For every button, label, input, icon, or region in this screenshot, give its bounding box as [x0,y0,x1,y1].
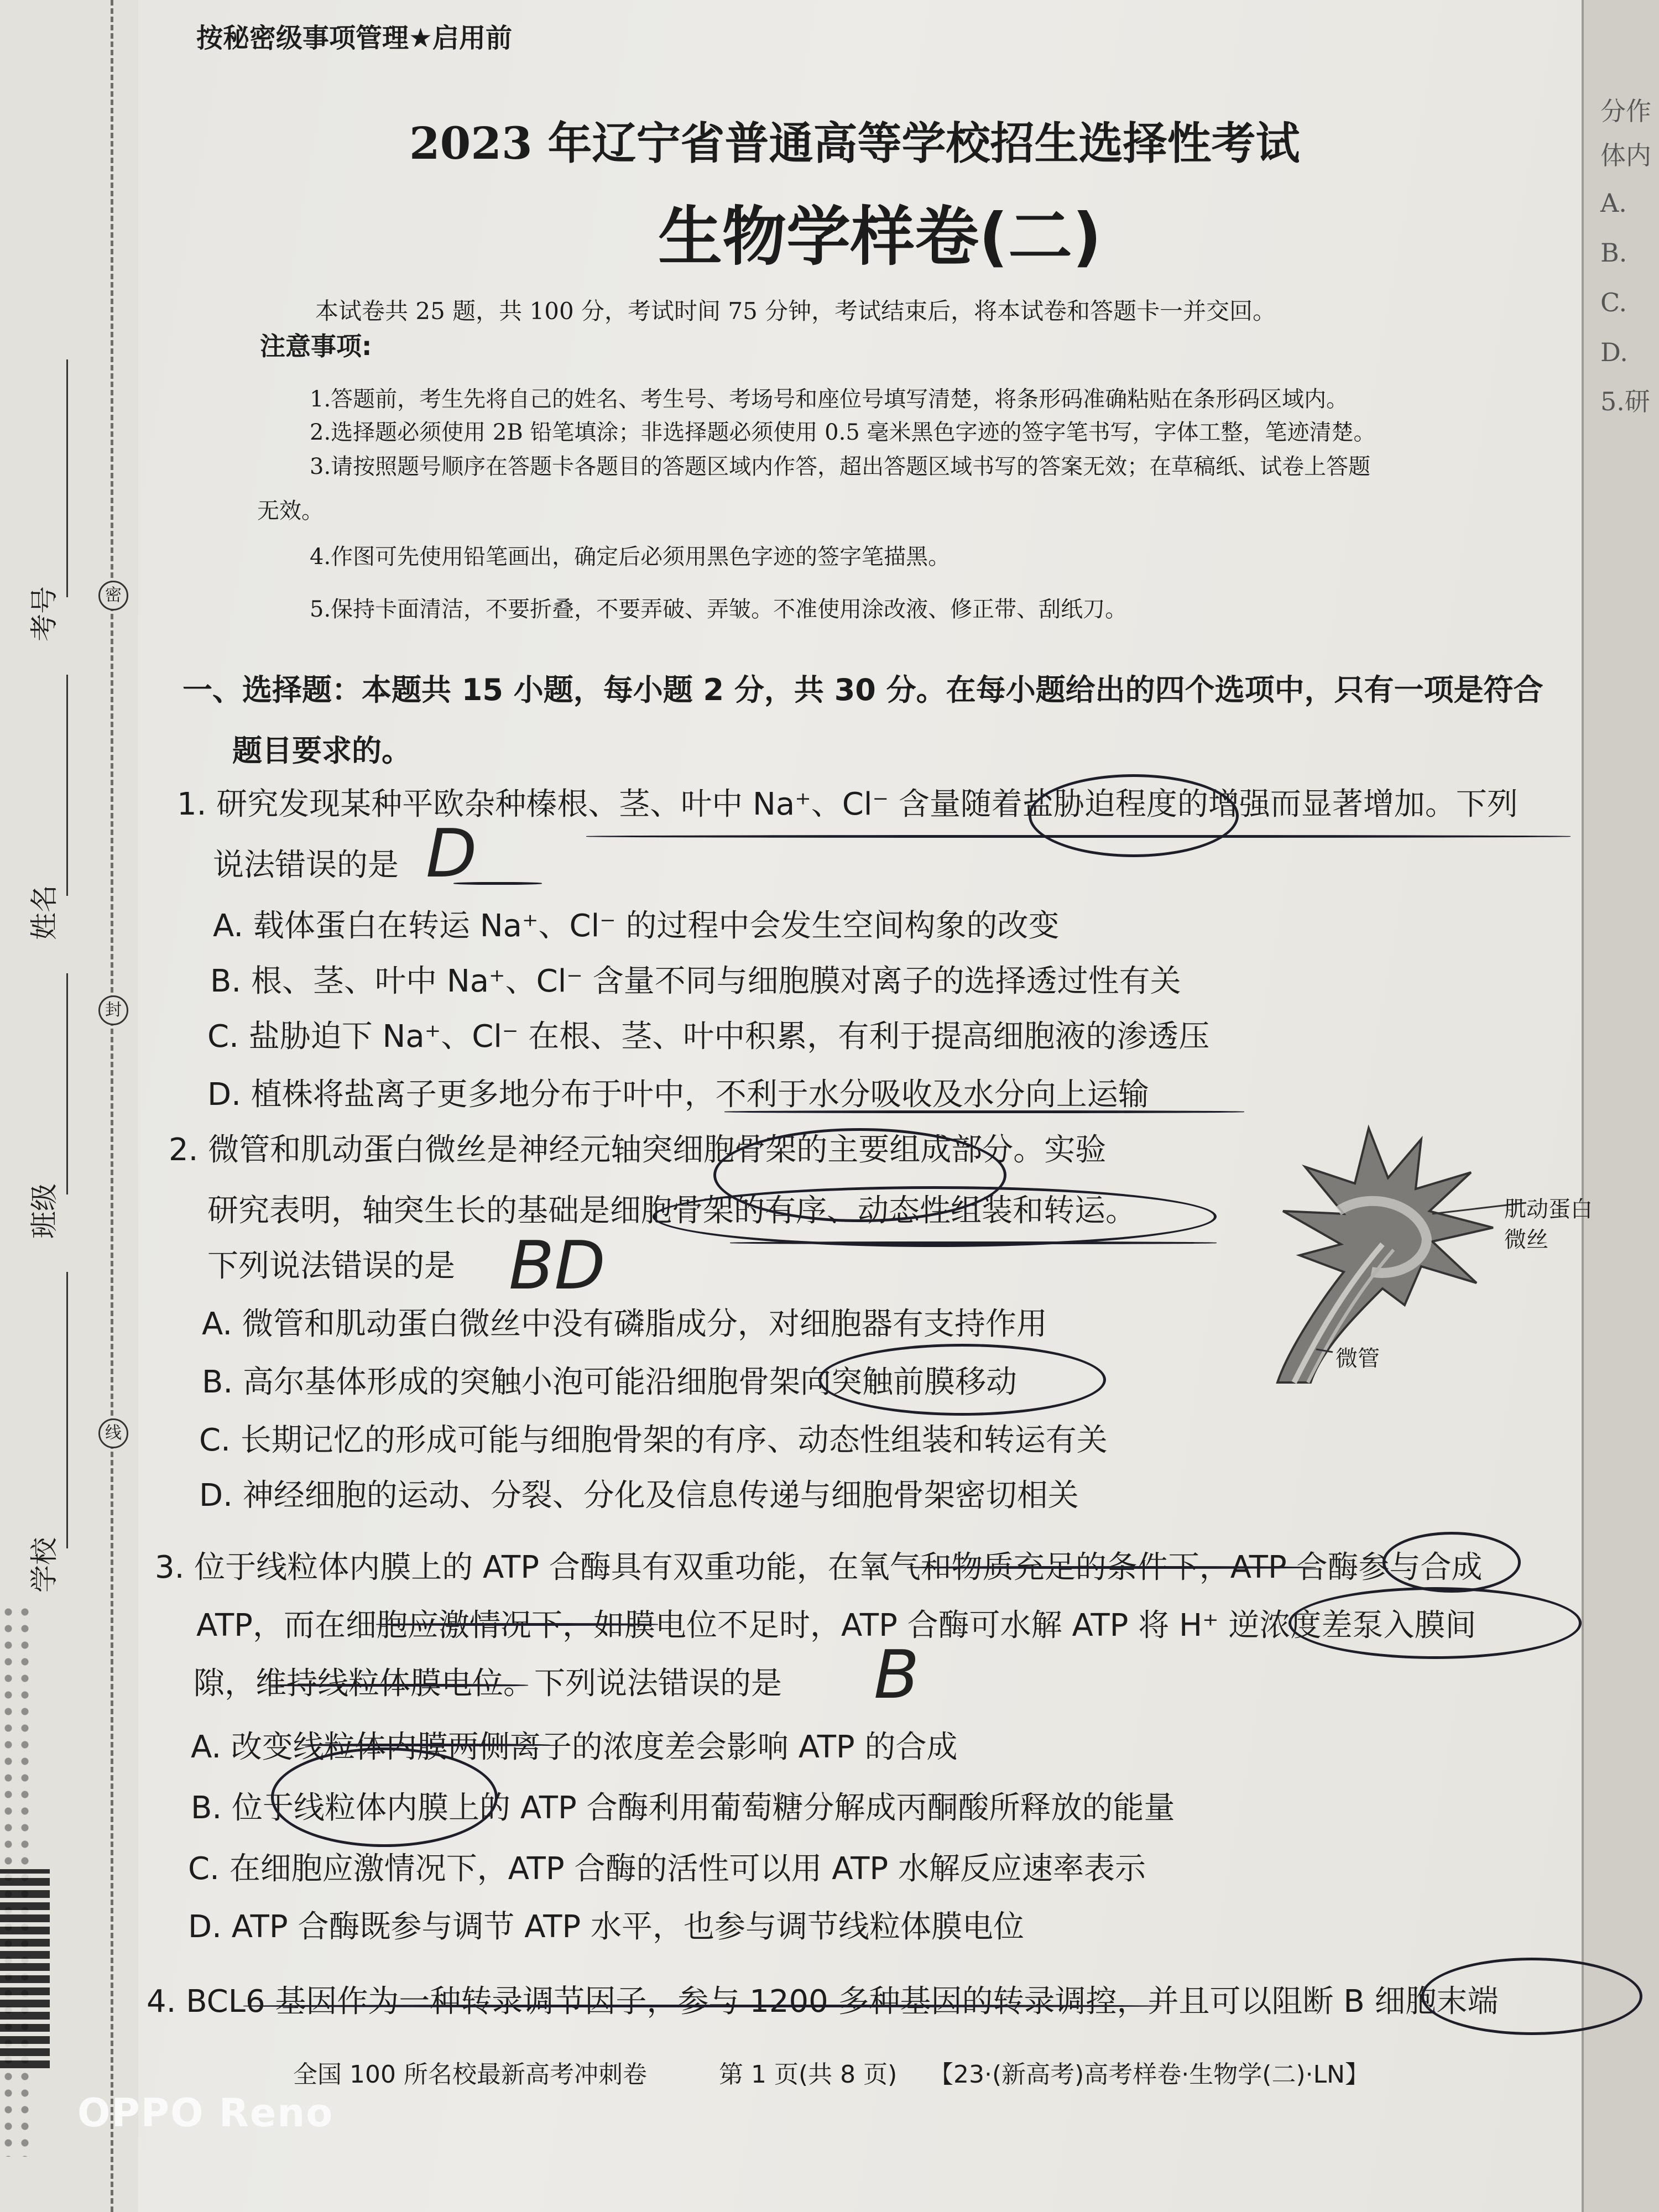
q1-option-d: D. 植株将盐离子更多地分布于叶中，不利于水分吸收及水分向上运输 [207,1077,1149,1113]
field-line-class [66,973,68,1194]
q2-handwritten-answer: BD [509,1228,606,1305]
neuron-figure [1239,1117,1526,1394]
pen-circle [1288,1587,1582,1659]
note-item: 2.选择题必须使用 2B 铅笔填涂；非选择题必须使用 0.5 毫米黑色字迹的签字笔书写，字体工整，笔迹清楚。 [310,420,1376,445]
section-heading-cont: 题目要求的。 [232,733,411,768]
seal-feng: 封 [98,995,128,1025]
next-page-text: 体内 [1600,140,1651,170]
q2-option-c: C. 长期记忆的形成可能与细胞骨架的有序、动态性组装和转运有关 [199,1422,1108,1458]
q3-stem-question: 隙，维持线粒体膜电位。下列说法错误的是 [194,1666,782,1702]
pen-underline [376,1623,658,1626]
next-page-text: D. [1600,337,1628,367]
q3-stem-cont: ATP，而在细胞应激情况下，如膜电位不足时，ATP 合酶可水解 ATP 将 H⁺ 逆浓度差泵入膜间 [196,1608,1477,1644]
footer-page-number: 第 1 页(共 8 页) [719,2060,898,2089]
notes-heading: 注意事项: [260,331,372,361]
next-page-text: 分作 [1600,96,1651,126]
binding-dashed-line [111,0,113,2212]
note-item: 3.请按照题号顺序在答题卡各题目的答题区域内作答，超出答题区域书写的答案无效；在草稿纸、试卷上答题 [310,454,1371,479]
q2-stem-cont: 研究表明，轴突生长的基础是细胞骨架的有序、动态性组装和转运。 [207,1193,1136,1229]
pen-underline [724,1110,1244,1113]
pen-underline [268,1684,528,1687]
q4-stem: 4. BCL6 基因作为一种转录调节因子，参与 1200 多种基因的转录调控，并且可以阻断 B 细胞末端 [147,1984,1499,2020]
pen-circle [271,1747,498,1847]
camera-watermark: OPPO Reno [77,2090,334,2136]
paper-title: 生物学样卷(二) [658,200,1102,274]
pen-underline [301,1744,550,1746]
next-page-text: B. [1600,238,1627,268]
label-class: 班级 [28,1183,60,1239]
footer-code: 【23·(新高考)高考样卷·生物学(二)·LN】 [929,2060,1370,2089]
q3-option-b: B. 位于线粒体内膜上的 ATP 合酶利用葡萄糖分解成丙酮酸所释放的能量 [191,1790,1175,1826]
seal-mi: 密 [98,581,128,611]
note-item: 无效。 [257,498,324,524]
pen-circle [1029,774,1239,857]
q3-stem: 3. 位于线粒体内膜上的 ATP 合酶具有双重功能，在氧气和物质充足的条件下，ATP 合酶参与合成 [155,1550,1483,1585]
fig-label-microtubule: 微管 [1335,1346,1380,1371]
footer-series: 全国 100 所名校最新高考冲刺卷 [293,2060,647,2089]
pen-underline [243,2005,1161,2007]
q1-stem-cont: 说法错误的是 [213,847,399,883]
next-page-text: 5.研 [1600,387,1650,416]
q1-stem: 1. 研究发现某种平欧杂种榛根、茎、叶中 Na⁺、Cl⁻ 含量随着盐胁迫程度的增强而显著增加。下列 [177,786,1518,822]
section-heading: 一、选择题：本题共 15 小题，每小题 2 分，共 30 分。在每小题给出的四个选项中，只有一项是符合 [182,672,1543,707]
q1-option-c: C. 盐胁迫下 Na⁺、Cl⁻ 在根、茎、叶中积累，有利于提高细胞液的渗透压 [207,1019,1210,1055]
exam-title: 2023 年辽宁省普通高等学校招生选择性考试 [409,117,1300,169]
note-item: 1.答题前，考生先将自己的姓名、考生号、考场号和座位号填写清楚，将条形码准确粘贴在条形码区域内。 [310,387,1349,412]
q1-option-b: B. 根、茎、叶中 Na⁺、Cl⁻ 含量不同与细胞膜对离子的选择透过性有关 [210,963,1181,999]
field-line-exam-number [66,359,68,597]
field-line-school [66,1272,68,1548]
pen-circle [1383,1532,1521,1593]
pen-underline [453,882,542,885]
exam-intro: 本试卷共 25 题，共 100 分，考试时间 75 分钟，考试结束后，将本试卷和答题卡一并交回。 [315,298,1276,325]
q1-handwritten-answer: D [426,816,477,893]
next-page-edge [1582,0,1659,2212]
q2-option-a: A. 微管和肌动蛋白微丝中没有磷脂成分，对细胞器有支持作用 [202,1306,1047,1342]
pen-circle [653,1186,1217,1247]
binding-margin [0,0,139,2212]
seal-xian: 线 [98,1418,128,1448]
neuron-body [1277,1128,1493,1383]
qr-code [0,1869,50,2068]
q1-option-a: A. 载体蛋白在转运 Na⁺、Cl⁻ 的过程中会发生空间构象的改变 [213,908,1060,944]
pen-circle [1421,1958,1642,2035]
q2-option-b: B. 高尔基体形成的突触小泡可能沿细胞骨架向突触前膜移动 [202,1364,1018,1400]
q3-option-a: A. 改变线粒体内膜两侧离子的浓度差会影响 ATP 的合成 [191,1729,958,1765]
q3-handwritten-answer: B [874,1637,920,1714]
pen-underline [907,1566,1316,1569]
label-exam-number: 考号 [28,586,60,641]
next-page-text: A. [1600,188,1627,218]
field-line-name [66,675,68,896]
q2-stem-question: 下列说法错误的是 [207,1248,455,1284]
secret-level-label: 按秘密级事项管理★启用前 [196,23,513,54]
pen-circle [818,1344,1106,1416]
next-page-text: C. [1600,288,1627,317]
label-school: 学校 [28,1537,60,1593]
fig-label-actin: 肌动蛋白 [1504,1197,1593,1222]
q2-stem: 2. 微管和肌动蛋白微丝是神经元轴突细胞骨架的主要组成部分。实验 [169,1132,1107,1168]
q3-option-d: D. ATP 合酶既参与调节 ATP 水平，也参与调节线粒体膜电位 [188,1909,1024,1945]
note-item: 4.作图可先使用铅笔画出，确定后必须用黑色字迹的签字笔描黑。 [310,544,951,570]
q3-option-c: C. 在细胞应激情况下，ATP 合酶的活性可以用 ATP 水解反应速率表示 [188,1851,1146,1887]
q2-option-d: D. 神经细胞的运动、分裂、分化及信息传递与细胞骨架密切相关 [199,1478,1079,1514]
fig-label-microfilament: 微丝 [1504,1227,1548,1253]
note-item: 5.保持卡面清洁，不要折叠，不要弄破、弄皱。不准使用涂改液、修正带、刮纸刀。 [310,597,1128,622]
label-name: 姓名 [28,885,60,940]
